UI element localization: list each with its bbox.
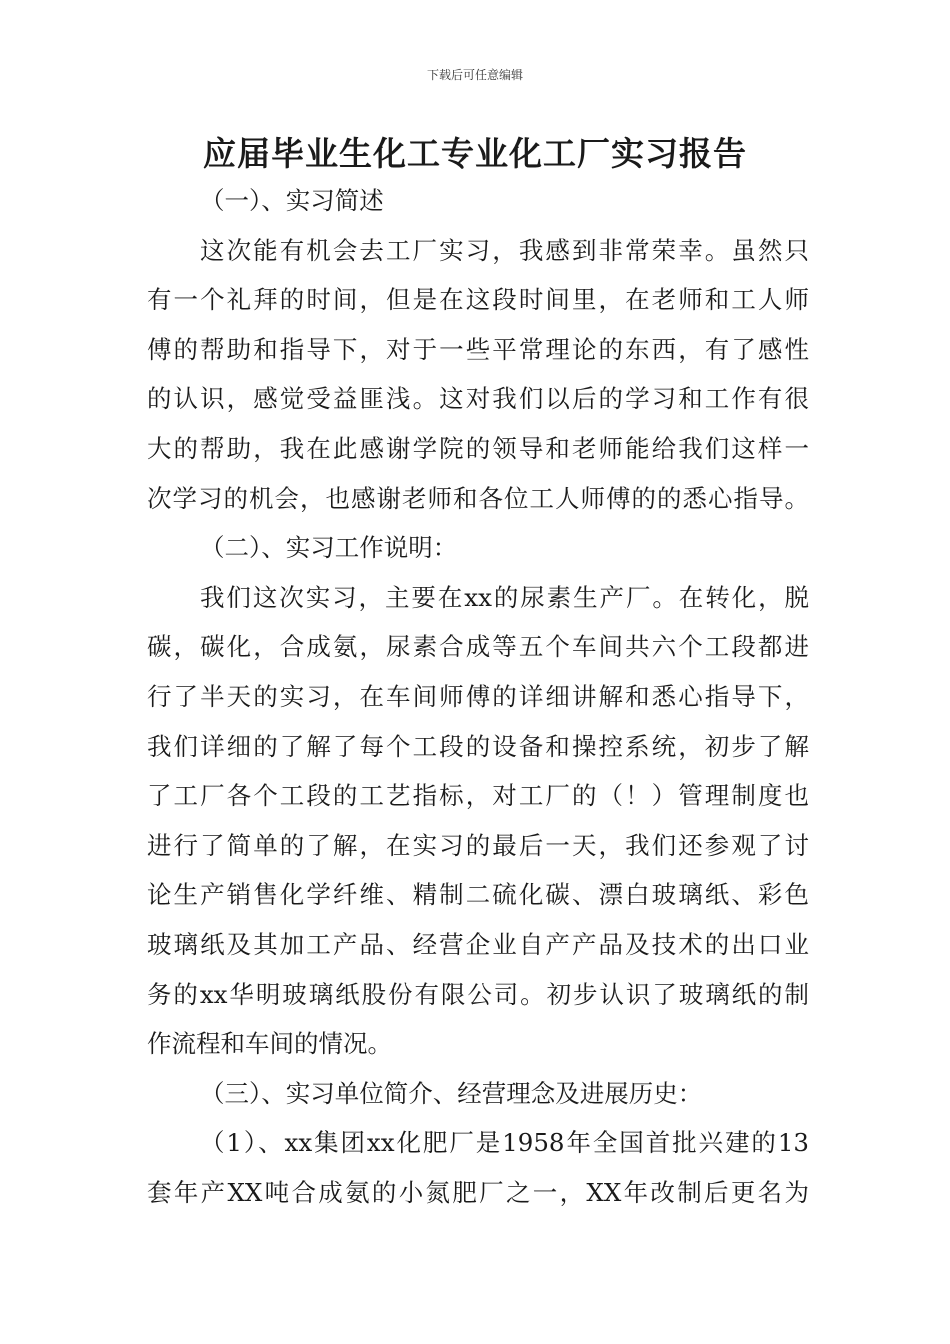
paragraph-line: 我们这次实习，主要在xx的尿素生产厂。在转化，脱 xyxy=(200,582,809,612)
paragraph-line: 论生产销售化学纤维、精制二硫化碳、漂白玻璃纸、彩色 xyxy=(147,880,809,910)
section-heading-3: （三）、实习单位简介、经营理念及进展历史： xyxy=(200,1078,703,1108)
section-heading-2: （二）、实习工作说明： xyxy=(200,533,458,563)
paragraph-line: 大的帮助，我在此感谢学院的领导和老师能给我们这样一 xyxy=(147,433,809,463)
section-heading-1: （一）、实习简述 xyxy=(200,186,384,215)
paragraph-line: 碳，碳化，合成氨，尿素合成等五个车间共六个工段都进 xyxy=(147,632,809,662)
paragraph-line: 套年产XX吨合成氨的小氮肥厂之一，XX年改制后更名为 xyxy=(147,1177,809,1207)
paragraph-line: 有一个礼拜的时间，但是在这段时间里，在老师和工人师 xyxy=(147,285,809,315)
paragraph-line: 傅的帮助和指导下，对于一些平常理论的东西，有了感性 xyxy=(147,334,809,364)
paragraph-line: 我们详细的了解了每个工段的设备和操控系统，初步了解 xyxy=(147,731,809,761)
paragraph-line: 这次能有机会去工厂实习，我感到非常荣幸。虽然只 xyxy=(200,235,809,265)
paragraph-line: 作流程和车间的情况。 xyxy=(147,1029,392,1059)
page-header: 下载后可任意编辑 xyxy=(426,68,523,82)
paragraph-line: （1）、xx集团xx化肥厂是1958年全国首批兴建的13 xyxy=(200,1128,809,1158)
document-body xyxy=(147,176,809,1217)
paragraph-line: 行了半天的实习，在车间师傅的详细讲解和悉心指导下， xyxy=(147,681,809,711)
paragraph-line: 次学习的机会，也感谢老师和各位工人师傅的的悉心指导。 xyxy=(147,483,809,513)
paragraph-line: 了工厂各个工段的工艺指标，对工厂的（！）管理制度也 xyxy=(147,781,809,811)
paragraph-line: 务的xx华明玻璃纸股份有限公司。初步认识了玻璃纸的制 xyxy=(147,979,809,1009)
paragraph-line: 的认识，感觉受益匪浅。这对我们以后的学习和工作有很 xyxy=(147,384,809,414)
paragraph-line: 玻璃纸及其加工产品、经营企业自产产品及技术的出口业 xyxy=(147,929,809,959)
paragraph-line: 进行了简单的了解，在实习的最后一天，我们还参观了讨 xyxy=(147,830,809,860)
document-title: 应届毕业生化工专业化工厂实习报告 xyxy=(203,134,747,173)
